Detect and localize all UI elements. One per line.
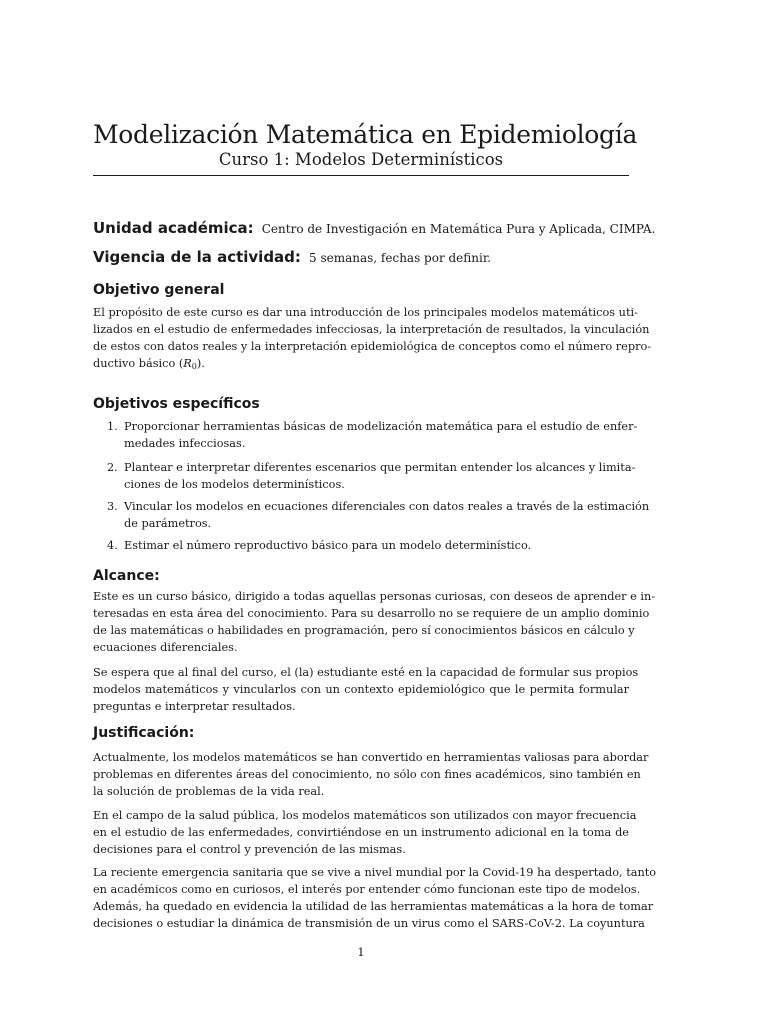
text-line: En el campo de la salud pública, los modelos matemáticos son utilizados con mayor frecuencia [93,809,637,822]
justificacion-paragraph-2 [93,807,637,858]
text-line: de parámetros. [124,517,212,530]
objetivo-general-heading: Objetivo general [93,282,225,298]
vigencia-line [93,247,629,266]
list-number: 2. [107,461,118,474]
text-line: decisiones o estudiar la dinámica de transmisión de un virus como el SARS-CoV-2. La coyuntura [93,917,645,930]
text-line: Estimar el número reproductivo básico para un modelo determinístico. [124,539,532,552]
list-number: 3. [107,500,118,513]
title-rule [93,175,629,176]
unidad-line [93,218,656,237]
text-line: ciones de los modelos determinísticos. [124,478,345,491]
text-line: Proporcionar herramientas básicas de modelización matemática para el estudio de enfer- [124,420,638,433]
text-line: Se espera que al final del curso, el (la) estudiante esté en la capacidad de formular sus propios [93,666,639,679]
text-line: Este es un curso básico, dirigido a todas aquellas personas curiosas, con deseos de aprender e in- [93,590,656,603]
alcance-paragraph-1 [93,588,656,656]
text-line: Plantear e interpretar diferentes escenarios que permitan entender los alcances y limita- [124,461,636,474]
text-line: de las matemáticas o habilidades en programación, pero sí conocimientos básicos en cálculo y [93,624,635,637]
text-line: ecuaciones diferenciales. [93,641,238,654]
text-fragment: ). [196,357,205,370]
text-fragment: ductivo básico ( [93,357,184,370]
text-line: preguntas e interpretar resultados. [93,700,296,713]
text-line: en el estudio de las enfermedades, convirtiéndose en un instrumento adicional en la toma de [93,826,629,839]
text-line: lizados en el estudio de enfermedades infecciosas, la interpretación de resultados, la vinculación [93,323,650,336]
list-item [107,459,636,493]
list-number: 1. [107,420,118,433]
text-line: teresadas en esta área del conocimiento. Para su desarrollo no se requiere de un amplio dominio [93,607,650,620]
text-line: Además, ha quedado en evidencia la utilidad de las herramientas matemáticas a la hora de tomar [93,900,654,913]
r0-symbol: R [183,357,192,370]
document-subtitle: Curso 1: Modelos Determinísticos [218,150,504,169]
alcance-heading: Alcance: [93,568,160,584]
text-line: la solución de problemas de la vida real. [93,785,325,798]
list-item [107,418,638,452]
objetivo-general-paragraph [93,304,652,375]
objetivos-especificos-heading: Objetivos específicos [93,396,260,412]
list-number: 4. [107,539,118,552]
justificacion-paragraph-1 [93,749,649,800]
text-line: medades infecciosas. [124,437,246,450]
unidad-label: Unidad académica: [93,219,254,237]
text-line: La reciente emergencia sanitaria que se vive a nivel mundial por la Covid-19 ha despertado, tanto [93,866,657,879]
document-title: Modelización Matemática en Epidemiología [93,120,638,149]
justificacion-heading: Justificación: [93,725,195,741]
alcance-paragraph-2 [93,664,639,715]
text-line: en académicos como en curiosos, el interés por entender cómo funcionan este tipo de modelos. [93,883,641,896]
list-item [107,537,629,554]
text-line: modelos matemáticos y vincularlos con un contexto epidemiológico que le permita formular [93,683,629,696]
text-line: de estos con datos reales y la interpretación epidemiológica de conceptos como el número repro- [93,340,652,353]
page-number: 1 [357,946,365,959]
text-line: Vincular los modelos en ecuaciones diferenciales con datos reales a través de la estimación [124,500,650,513]
text-line-r0 [93,355,629,375]
text-line: problemas en diferentes áreas del conocimiento, no sólo con fines académicos, sino también en [93,768,641,781]
vigencia-value: 5 semanas, fechas por definir. [309,251,492,265]
text-line: decisiones para el control y prevención de las mismas. [93,843,406,856]
vigencia-label: Vigencia de la actividad: [93,248,301,266]
r0-subscript: 0 [191,362,197,371]
unidad-value: Centro de Investigación en Matemática Pura y Aplicada, CIMPA. [261,222,656,236]
text-line: El propósito de este curso es dar una introducción de los principales modelos matemáticos uti- [93,306,638,319]
justificacion-paragraph-3 [93,864,657,932]
list-item [107,498,650,532]
text-line: Actualmente, los modelos matemáticos se han convertido en herramientas valiosas para abordar [93,751,649,764]
